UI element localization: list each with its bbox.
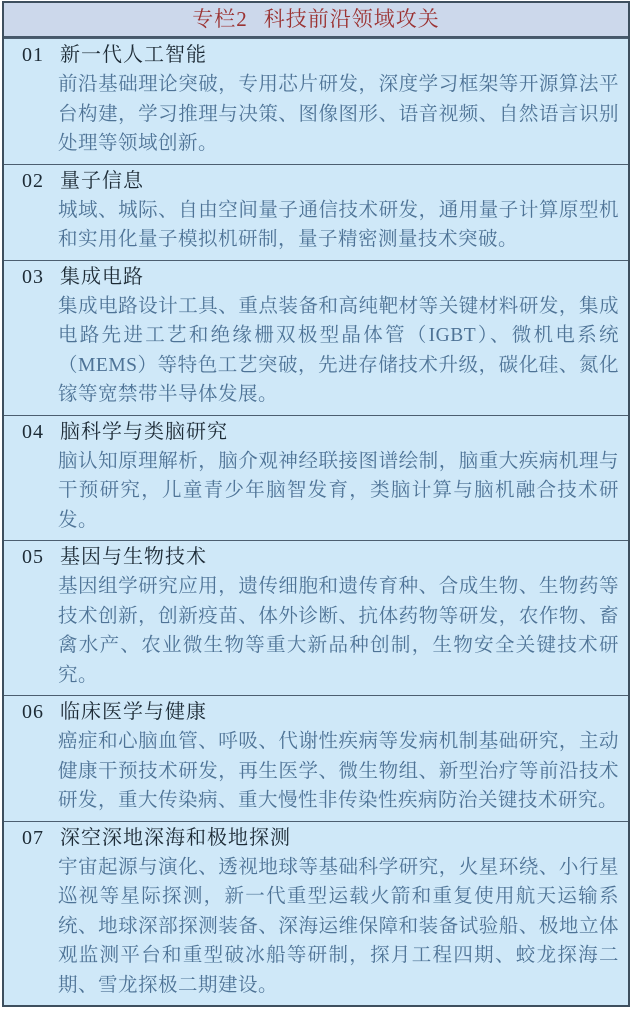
- section-title: 集成电路: [60, 265, 144, 288]
- section-row-04: [4, 415, 628, 541]
- section-description: 基因组学研究应用，遗传细胞和遗传育种、合成生物、生物药等技术创新，创新疫苗、体外诊断、抗体药物等研发，农作物、畜禽水产、农业微生物等重大新品种创制，生物安全关键技术研究。: [58, 576, 619, 686]
- section-head: [4, 167, 628, 196]
- section-number: 05: [22, 546, 44, 568]
- section-head: [4, 543, 628, 572]
- section-number: 07: [22, 826, 44, 849]
- section-head: [4, 824, 628, 853]
- section-title: 基因与生物技术: [60, 546, 207, 568]
- box-header-title: 科技前沿领域攻关: [263, 7, 440, 31]
- section-description: 癌症和心脑血管、呼吸、代谢性疾病等发病机制基础研究，主动健康干预技术研发，再生医学、微生物组、新型治疗等前沿技术研发，重大传染病、重大慢性非传染性疾病防治关键技术研究。: [58, 731, 619, 811]
- section-number: 03: [22, 265, 44, 288]
- section-row-07: [4, 821, 628, 1006]
- section-number: 06: [22, 701, 44, 723]
- section-row-02: [4, 164, 628, 260]
- section-row-01: [4, 38, 628, 164]
- box-header-prefix: 专栏2: [192, 7, 248, 31]
- section-description: 集成电路设计工具、重点装备和高纯靶材等关键材料研发，集成电路先进工艺和绝缘栅双极型晶体管（IGBT）、微机电系统（MEMS）等特色工艺突破，先进存储技术升级，碳化硅、氮化镓等宽禁带半导体发展。: [58, 295, 619, 405]
- section-number: 02: [22, 169, 44, 192]
- section-head: [4, 418, 628, 447]
- feature-column-box: [2, 1, 630, 1007]
- section-title: 量子信息: [60, 169, 144, 192]
- section-head: [4, 263, 628, 292]
- section-head: [4, 41, 628, 70]
- box-header: [4, 3, 628, 38]
- section-description: 脑认知原理解析，脑介观神经联接图谱绘制，脑重大疾病机理与干预研究，儿童青少年脑智发育，类脑计算与脑机融合技术研发。: [58, 450, 619, 531]
- section-row-03: [4, 260, 628, 415]
- section-description: 前沿基础理论突破，专用芯片研发，深度学习框架等开源算法平台构建，学习推理与决策、图像图形、语音视频、自然语言识别处理等领域创新。: [58, 74, 619, 154]
- section-description: 宇宙起源与演化、透视地球等基础科学研究，火星环绕、小行星巡视等星际探测，新一代重型运载火箭和重复使用航天运输系统、地球深部探测装备、深海运维保障和装备试验船、极地立体观监测平台和重型破冰船等研制，探月工程四期、蛟龙探海二期、雪龙探极二期建设。: [58, 856, 619, 996]
- section-head: [4, 698, 628, 727]
- section-title: 临床医学与健康: [60, 701, 207, 723]
- section-number: 04: [22, 420, 44, 443]
- section-title: 深空深地深海和极地探测: [60, 826, 291, 849]
- section-row-05: [4, 540, 628, 695]
- section-title: 新一代人工智能: [60, 44, 207, 66]
- section-number: 01: [22, 44, 44, 66]
- section-row-06: [4, 695, 628, 821]
- section-description: 城域、城际、自由空间量子通信技术研发，通用量子计算原型机和实用化量子模拟机研制，量子精密测量技术突破。: [58, 199, 619, 250]
- section-title: 脑科学与类脑研究: [60, 420, 228, 443]
